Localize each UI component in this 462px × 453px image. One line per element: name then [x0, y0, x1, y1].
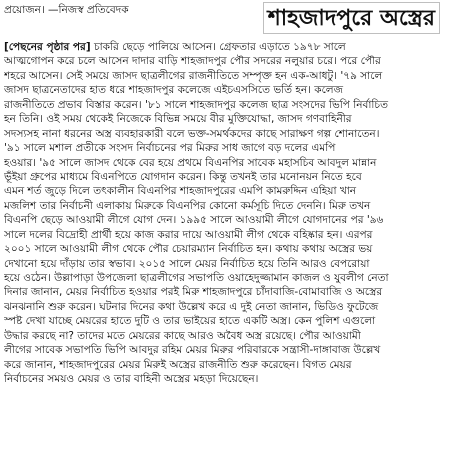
- body-line: সদস্যসহ নানা ধরনের অস্ত্র ব্যবহারকারী বলে ভক্ত-সমর্থকদের কাছে সারাক্ষণ গল্প শোনাতেন।: [4, 127, 380, 140]
- continuation-marker: [পেছনের পৃষ্ঠার পর]: [4, 41, 91, 53]
- headline: শাহজাদপুরে অস্ত্রের: [263, 2, 440, 34]
- body-line: স্পষ্ট দেখা যাচ্ছে মেয়রের হাতে দুটি ও তার ভাইয়ের হাতে একটি অস্ত্র। কেন পুলিশ এগুলো: [4, 315, 376, 328]
- body-line: এমন শর্ত জুড়ে দিলে তৎকালীন বিএনপির শাহজাদপুরের এমপি কামরুদ্দিন এহিয়া খান: [4, 185, 357, 198]
- body-line: [4, 40, 456, 54]
- body-line: বিএনপি ছেড়ে আওয়ামী লীগে যোগ দেন। ১৯৯৫ সালে আওয়ামী লীগে যোগদানের পর '৯৬: [4, 214, 384, 227]
- header-row: [4, 2, 456, 38]
- body-line-text: চাকরি ছেড়ে পালিয়ে আসেন। গ্রেফতার এড়াতে ১৯৭৮ সালে: [93, 41, 346, 53]
- body-line: জাসদ ছাত্রনেতাদের হাত ধরে শাহজাদপুর কলেজে এইচএসসিতে ভর্তি হন। কলেজ: [4, 84, 344, 97]
- body-line: সালে দলের বিদ্রোহী প্রার্থী হয়ে কাজ করার দায়ে আওয়ামী লীগ থেকে বহিষ্কার হন। এরপর: [4, 228, 373, 241]
- body-line: দেখানো হয়ে দাঁড়ায় তার স্বভাব। ২০১৫ সালে মেয়র নির্বাচিত হয়ে তিনি আরও বেপরোয়া: [4, 257, 370, 270]
- body-line: নির্বাচনের সময়ও মেয়র ও তার বাহিনী অস্ত্রের মহড়া দিয়েছেন।: [4, 373, 259, 386]
- body-line: লীগের সাবেক সভাপতি ভিপি আবদুর রহিম মেয়র মিরুর পরিবারকে সন্ত্রাসী-দাঙ্গাবাজ উল্লেখ: [4, 344, 381, 357]
- body-line: করে জানান, শাহজাদপুরের মেয়র মিরুই অস্ত্রের রাজনীতি শুরু করেছেন। বিগত মেয়র: [4, 358, 352, 371]
- body-line: আত্মগোপন করে চলে আসেন দাদার বাড়ি শাহজাদপুর পৌর সদরের নলুয়ার চরে। পরে পৌর: [4, 55, 381, 68]
- body-line: উদ্ধার করছে না? তাদের মতে মেয়রের কাছে আরও অবৈধ অস্ত্র রয়েছে। পৌর আওয়ামী: [4, 329, 361, 342]
- body-line: মজলিশ তার নির্বাচনী এলাকায় মিরুকে বিএনপির কোনো কর্মসূচি দিতে দেননি। মিরু তখন: [4, 199, 371, 212]
- body-line: দিনার জানান, মেয়র নির্বাচিত হওয়ার পরই মিরু শাহজাদপুরে চাঁদাবাজি-বোমাবাজি ও অস্ত্রের: [4, 286, 383, 299]
- body-line: হন তিনি। ওই সময় থেকেই নিজেকে বিভিন্ন সময়ে বীর মুক্তিযোদ্ধা, জাসদ গণবাহিনীর: [4, 113, 352, 126]
- body-line: ঝনঝনানি শুরু করেন। ঘটনার দিনের কথা উল্লেখ করে এ দুই নেতা জানান, ভিডিও ফুটেজে: [4, 300, 379, 313]
- byline: প্রয়োজন। —নিজস্ব প্রতিবেদক: [4, 4, 129, 16]
- body-line: হয়ে ওঠেন। উল্লাপাড়া উপজেলা ছাত্রলীগের সভাপতি ওয়াহেদুজ্জামান কাজল ও যুবলীগ নেতা: [4, 272, 389, 284]
- body-line: ভূঁইয়া গ্রুপের মাধ্যমে বিএনপিতে যোগদান করেন। কিন্তু তখনই তার মনোনয়ন নিতে হবে: [4, 170, 362, 183]
- body-line: রাজনীতিতে প্রভাব বিস্তার করেন। '৮১ সালে শাহজাদপুর কলেজ ছাত্র সংসদের ভিপি নির্বাচিত: [4, 98, 388, 111]
- body-line: হওয়ার। '৯৫ সালে জাসদ থেকে বের হয়ে প্রথমে বিএনপির সাবেক মহাসচিব আবদুল মান্নান: [4, 156, 377, 169]
- body-line: শহরে আসেন। সেই সময়ে জাসদ ছাত্রলীগের রাজনীতিতে সম্পৃক্ত হন এক-আধটু। '৭৯ সালে: [4, 69, 383, 82]
- body-line: '৯১ সালে মশাল প্রতীকে সংসদ নির্বাচনের পর মিরুর সাধ জাগে বড় দলের এমপি: [4, 142, 336, 155]
- body-line: ২০০১ সালে আওয়ামী লীগ থেকে পৌর চেয়ারম্যান নির্বাচিত হন। কথায় কথায় অস্ত্রের ভয়: [4, 243, 373, 256]
- article-body: [4, 40, 456, 387]
